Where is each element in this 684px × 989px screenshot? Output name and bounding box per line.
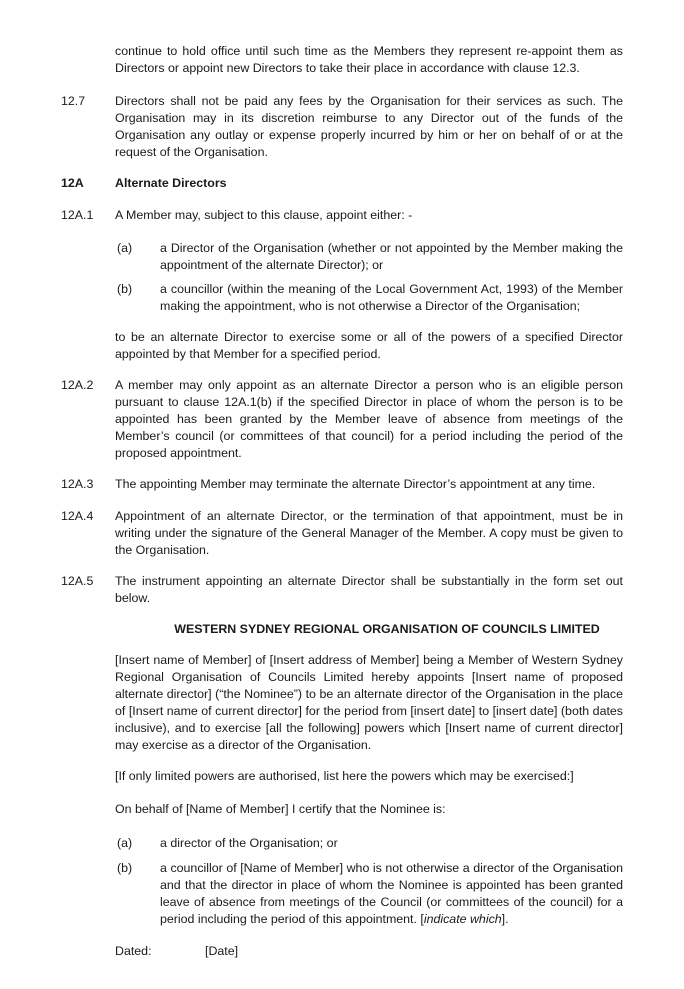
clause-12-7-text: Directors shall not be paid any fees by the Organisation for their services as such. The Organisation may in its discretion reimburse to any Director out of the funds of the Organisation any outlay or expense properly incurred by him or her on behalf of or at the request of the Organisation. — [115, 94, 623, 159]
clause-12A-4-text: Appointment of an alternate Director, or the termination of that appointment, must be in writing under the signature of the General Manager of the Member. A copy must be given to the Organisation. — [115, 509, 623, 557]
form-item-a-label: (a) — [117, 836, 133, 850]
section-12A-heading: Alternate Directors — [115, 176, 227, 190]
dated-label: Dated: — [115, 944, 152, 958]
form-item-b-close-bracket: ]. — [501, 912, 509, 926]
form-item-a-text: a director of the Organisation; or — [160, 836, 338, 850]
clause-12A-1-item-a-label: (a) — [117, 241, 133, 255]
clause-12A-3-text: The appointing Member may terminate the alternate Director’s appointment at any time. — [115, 477, 596, 491]
clause-12A-1-item-b-text: a councillor (within the meaning of the Local Government Act, 1993) of the Member making the appointment, who is not otherwise a Director of the Organisation; — [160, 282, 623, 313]
clause-12A-1-closing: to be an alternate Director to exercise some or all of the powers of a specified Director appointed by that Member for a specified period. — [115, 330, 623, 361]
dated-value: [Date] — [205, 944, 239, 958]
clause-12A-1-item-b-label: (b) — [117, 282, 133, 296]
form-appointment-paragraph: [Insert name of Member] of [Insert address of Member] being a Member of Western Sydney Regional Organisation of Councils Limited hereby appoints [Insert name of proposed alternate director] (“the Nominee”) to be an alternate director of the Organisation in the place of [Insert name of current director] for the period from [insert date] to [insert date] (both dates inclusive), and to exercise [all the following] powers which [Insert name of current director] may exercise as a director of the Organisation. — [115, 653, 623, 752]
clause-12A-1-item-a-text: a Director of the Organisation (whether or not appointed by the Member making the appointment of the alternate Director); or — [160, 241, 623, 272]
form-item-b-text — [160, 860, 623, 928]
clause-12A-1-text: A Member may, subject to this clause, appoint either: - — [115, 208, 413, 222]
form-title: WESTERN SYDNEY REGIONAL ORGANISATION OF COUNCILS LIMITED — [174, 622, 600, 636]
section-12A-number: 12A — [61, 176, 84, 190]
form-certify-statement: On behalf of [Name of Member] I certify that the Nominee is: — [115, 802, 446, 816]
form-item-b-italic-note: indicate which — [423, 912, 502, 926]
clause-12A-3-number: 12A.3 — [61, 477, 94, 491]
clause-12A-2-number: 12A.2 — [61, 378, 94, 392]
clause-12A-5-text: The instrument appointing an alternate Director shall be substantially in the form set out below. — [115, 574, 623, 605]
clause-12A-5-number: 12A.5 — [61, 574, 94, 588]
form-item-b-body: a councillor of [Name of Member] who is not otherwise a director of the Organisation and that the director in place of whom the Nominee is appointed has been granted leave of absence from meetings of the Council (or committees of the council) for a period including the period of this appointment. — [160, 861, 623, 926]
form-item-b-label: (b) — [117, 861, 133, 875]
form-item-b-open-bracket: [ — [420, 912, 424, 926]
form-limited-powers-note: [If only limited powers are authorised, list here the powers which may be exercised:] — [115, 769, 574, 783]
clause-12A-4-number: 12A.4 — [61, 509, 94, 523]
clause-12-7-number: 12.7 — [61, 94, 86, 108]
clause-12A-2-text: A member may only appoint as an alternate Director a person who is an eligible person pursuant to clause 12A.1(b) if the specified Director in place of whom the person is to be appointed has been granted by the Member leave of absence from meetings of the Member’s council (or committees of that council) for a period including the period of the proposed appointment. — [115, 378, 623, 460]
intro-continuation-paragraph: continue to hold office until such time as the Members they represent re-appoint them as Directors or appoint new Directors to take their place in accordance with clause 12.3. — [115, 44, 623, 75]
clause-12A-1-number: 12A.1 — [61, 208, 94, 222]
